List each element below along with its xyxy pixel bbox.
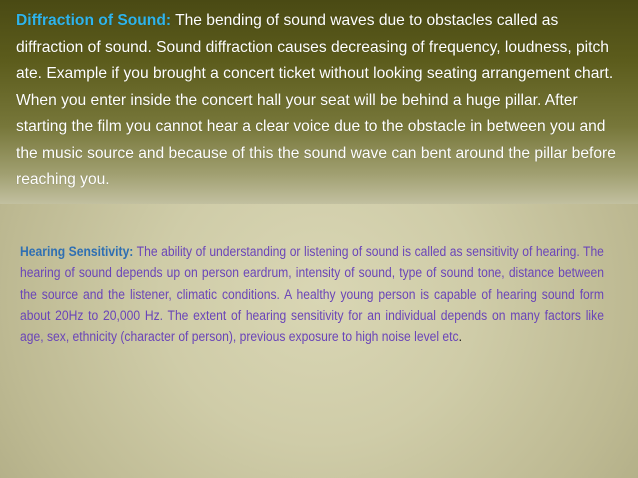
hearing-heading: Hearing Sensitivity: bbox=[20, 243, 134, 259]
hearing-paragraph bbox=[20, 241, 604, 347]
diffraction-body: The bending of sound waves due to obstacles called as diffraction of sound. Sound diffraction causes decreasing of frequency, loudness, pitch ate. Example if you brought a concert ticket without looking seating arrangement chart. When you enter inside the concert hall your seat will be behind a huge pillar. After starting the film you cannot hear a clear voice due to the obstacle in between you and the music source and because of this the sound wave can bent around the pillar before reaching you. bbox=[16, 12, 616, 188]
diffraction-heading: Diffraction of Sound: bbox=[16, 12, 172, 29]
hearing-end-mark: . bbox=[458, 328, 462, 345]
hearing-body: The ability of understanding or listening of sound is called as sensitivity of hearing. The hearing of sound depends up on person eardrum, intensity of sound, type of sound tone, distance between the source and the listener, climatic conditions. A healthy young person is capable of hearing sound form about 20Hz to 20,000 Hz. The extent of hearing sensitivity for an individual depends on many factors like age, sex, ethnicity (character of person), previous exposure to high noise level etc bbox=[20, 243, 604, 345]
diffraction-paragraph bbox=[16, 8, 628, 194]
